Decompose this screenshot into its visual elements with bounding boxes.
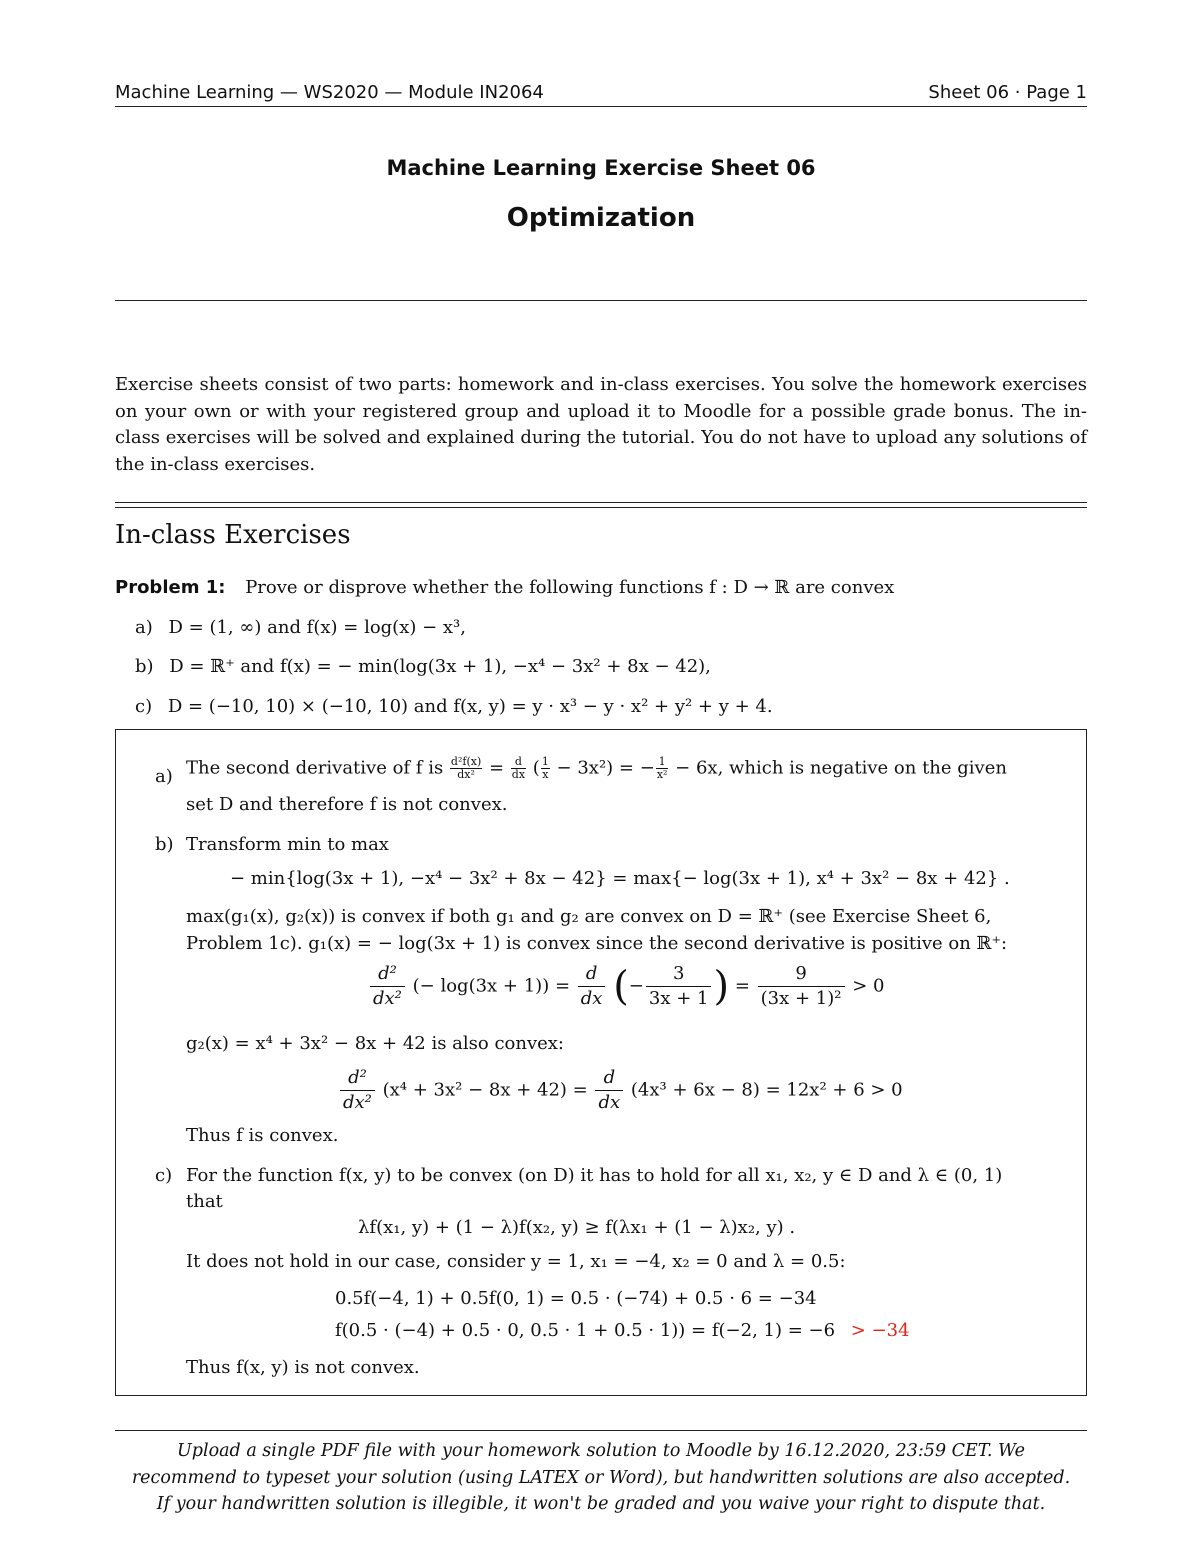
denominator: dx²: [343, 1092, 372, 1113]
fraction: [578, 962, 606, 1011]
denominator: dx: [511, 768, 526, 781]
problem-statement: [115, 577, 894, 598]
footer-rule: [115, 1430, 1087, 1431]
text: (x⁴ + 3x² − 8x + 42) =: [382, 1079, 588, 1101]
solution-c-label: c): [155, 1165, 173, 1186]
denominator: dx: [580, 988, 603, 1009]
numerator: d: [595, 1066, 623, 1091]
solution-c-equation1: λf(x₁, y) + (1 − λ)f(x₂, y) ≥ f(λx₁ + (1 − λ)x₂, y) .: [358, 1217, 796, 1238]
fraction: [656, 756, 669, 781]
solution-c-line3: It does not hold in our case, consider y = 1, x₁ = −4, x₂ = 0 and λ = 0.5:: [186, 1251, 846, 1272]
numerator: d²: [370, 962, 405, 987]
numerator: d²: [340, 1066, 375, 1091]
numerator: d²f(x): [450, 755, 482, 768]
numerator: 9: [758, 962, 845, 987]
solution-b-line1: Transform min to max: [186, 834, 389, 855]
solution-c-line1: For the function f(x, y) to be convex (on D) it has to hold for all x₁, x₂, y ∈ D and λ ∈ (0, 1): [186, 1165, 1003, 1186]
item-label: b): [135, 656, 154, 677]
denominator: x: [542, 768, 549, 781]
text: − 3x²) = −: [556, 757, 655, 779]
solution-a-label: a): [155, 766, 173, 787]
section-title: In-class Exercises: [115, 520, 351, 550]
denominator: dx²: [373, 988, 402, 1009]
numerator: 1: [541, 755, 549, 768]
solution-c-equation3: [335, 1320, 910, 1341]
fraction: [758, 962, 845, 1011]
paren-close-icon: ): [713, 963, 730, 1010]
solution-a-line1: [186, 756, 1007, 781]
running-header-left: Machine Learning — WS2020 — Module IN2064: [115, 82, 544, 103]
text: =: [734, 975, 750, 997]
solution-b-equation2: $\frac{\text{d²}}{\text{dx²}}$ (− log(3x + 1)) = $\frac{d}{dx}$ (− $\frac{3}{3x + 1}$ ) = $\frac{9}{\text{(3x + 1)²}}$ > 0: [368, 962, 885, 1011]
item-text: D = ℝ⁺ and f(x) = − min(log(3x + 1), −x⁴ − 3x² + 8x − 42),: [169, 656, 711, 677]
highlight-text: > −34: [850, 1320, 910, 1341]
text: − 6x, which is negative on the given: [675, 757, 1007, 779]
fraction: [450, 756, 482, 781]
solution-c-line4: Thus f(x, y) is not convex.: [186, 1357, 420, 1378]
denominator: (3x + 1)²: [760, 988, 842, 1009]
problem-text: Prove or disprove whether the following functions f : D → ℝ are convex: [245, 577, 895, 598]
header-rule: [115, 106, 1087, 107]
fraction: [595, 1066, 623, 1115]
solution-b-line4: g₂(x) = x⁴ + 3x² − 8x + 42 is also convex:: [186, 1033, 564, 1054]
numerator: d: [578, 962, 606, 987]
denominator: x²: [656, 768, 668, 781]
solution-c-equation2: 0.5f(−4, 1) + 0.5f(0, 1) = 0.5 · (−74) + 0.5 · 6 = −34: [335, 1288, 817, 1309]
intro-paragraph: Exercise sheets consist of two parts: homework and in-class exercises. You solve the homework exercises on your own or with your registered group and upload it to Moodle for a possible grade bonus. The in-class exercises will be solved and explained during the tutorial. You do not have to upload any solutions of the in-class exercises.: [115, 374, 1087, 475]
solution-b-line3: Problem 1c). g₁(x) = − log(3x + 1) is convex since the second derivative is positive on ℝ⁺:: [186, 933, 1008, 954]
paren-open-icon: (: [613, 963, 629, 1010]
numerator: d: [511, 756, 526, 769]
denominator: dx: [598, 1092, 621, 1113]
footer-line: recommend to typeset your solution (using LATEX or Word), but handwritten solutions are also accepted.: [131, 1467, 1071, 1488]
solution-b-equation1: − min{log(3x + 1), −x⁴ − 3x² + 8x − 42} = max{− log(3x + 1), x⁴ + 3x² − 8x + 42} .: [230, 868, 1010, 889]
numerator: 1: [656, 756, 669, 769]
solution-c-line2: that: [186, 1191, 223, 1212]
title-rule: [115, 300, 1087, 301]
problem-item: [135, 696, 773, 717]
sheet-subtitle: Optimization: [506, 203, 696, 233]
text: =: [488, 757, 505, 779]
fraction: [340, 1066, 375, 1115]
problem-item: [135, 656, 711, 677]
double-rule-bottom: [115, 507, 1087, 508]
item-label: a): [135, 617, 153, 638]
footer-note: [115, 1438, 1087, 1518]
denominator: dx²: [457, 768, 475, 781]
fraction: [646, 962, 712, 1011]
solution-a-line2: set D and therefore f is not convex.: [186, 794, 508, 815]
fraction: [370, 962, 405, 1011]
problem-item: [135, 617, 466, 638]
numerator: 3: [646, 962, 712, 987]
solution-b-label: b): [155, 834, 174, 855]
solution-b-line5: Thus f is convex.: [186, 1125, 339, 1146]
footer-line: If your handwritten solution is illegible, it won't be graded and you waive your right to dispute that.: [156, 1494, 1046, 1514]
text: (4x³ + 6x − 8) = 12x² + 6 > 0: [630, 1079, 903, 1101]
item-label: c): [135, 696, 153, 717]
fraction: [541, 756, 550, 781]
running-header-right: Sheet 06 · Page 1: [928, 82, 1087, 103]
problem-label: Problem 1:: [115, 577, 226, 598]
solution-b-equation3: [338, 1066, 903, 1115]
item-text: D = (1, ∞) and f(x) = log(x) − x³,: [168, 617, 466, 638]
text: f(0.5 · (−4) + 0.5 · 0, 0.5 · 1 + 0.5 · 1)) = f(−2, 1) = −6: [335, 1320, 836, 1341]
denominator: 3x + 1: [648, 988, 709, 1009]
footer-line: Upload a single PDF file with your homework solution to Moodle by 16.12.2020, 23:59 CET. We: [177, 1441, 1025, 1461]
sheet-title: Machine Learning Exercise Sheet 06: [386, 156, 816, 180]
fraction: [511, 756, 526, 781]
item-text: D = (−10, 10) × (−10, 10) and f(x, y) = y · x³ − y · x² + y² + y + 4.: [167, 696, 773, 717]
text: > 0: [852, 975, 885, 997]
text: (: [532, 757, 540, 779]
double-rule-top: [115, 502, 1087, 503]
solution-b-line2: max(g₁(x), g₂(x)) is convex if both g₁ and g₂ are convex on D = ℝ⁺ (see Exercise Sheet 6,: [186, 906, 992, 927]
text: (− log(3x + 1)) =: [412, 975, 571, 997]
text: The second derivative of f is: [186, 757, 444, 779]
